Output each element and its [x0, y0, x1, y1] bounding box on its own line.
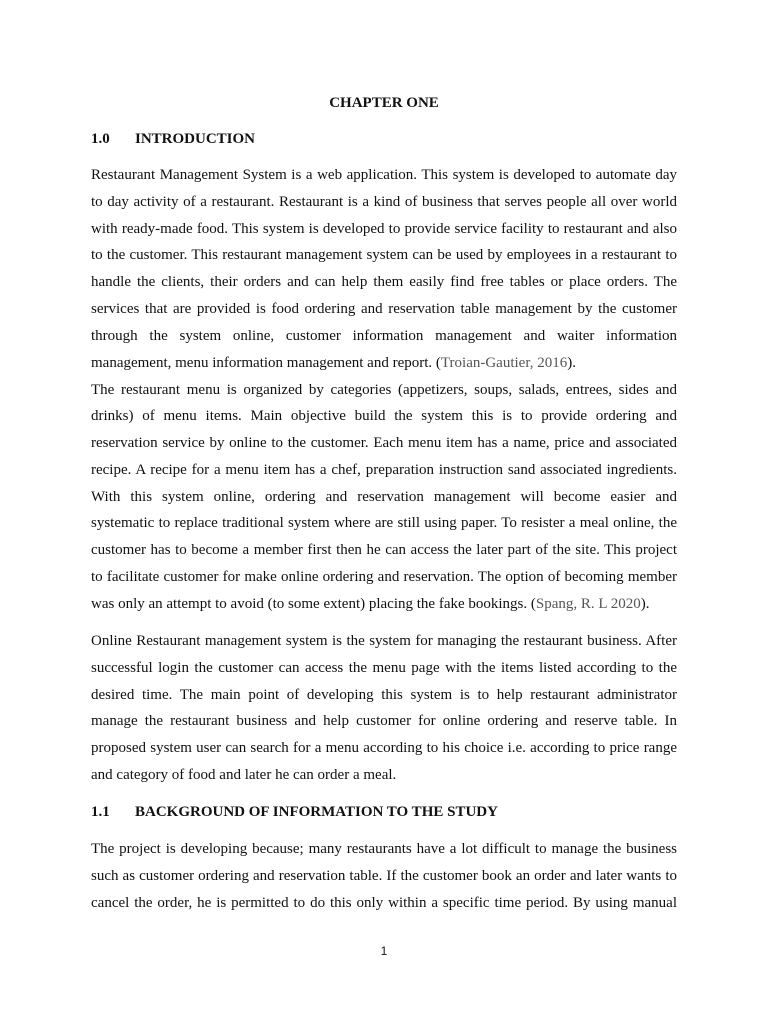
paragraph-line-with-citation	[91, 591, 677, 618]
paragraph-line: to the customer. This restaurant management system can be used by employees in a restaurant to	[91, 247, 677, 264]
section-number: 1.1	[91, 804, 110, 820]
paragraph-introduction-3	[91, 628, 677, 789]
section-title: INTRODUCTION	[135, 131, 256, 147]
paragraph-line: systematic to replace traditional system where are still using paper. To resister a meal online, the	[91, 515, 677, 532]
paragraph-line: drinks) of menu items. Main objective build the system this is to provide ordering and	[91, 408, 677, 425]
citation-close: ).	[567, 354, 576, 371]
paragraph-line: With this system online, ordering and reservation management will become easier and	[91, 488, 677, 505]
paragraph-line: reservation service by online to the customer. Each menu item has a name, price and associated	[91, 435, 677, 452]
citation: Spang, R. L 2020	[535, 595, 641, 612]
paragraph-line: The restaurant menu is organized by categories (appetizers, soups, salads, entrees, sides and	[91, 381, 677, 398]
page-number: 1	[380, 944, 388, 958]
section-title: BACKGROUND OF INFORMATION TO THE STUDY	[135, 804, 498, 820]
paragraph-introduction-1	[91, 162, 677, 376]
paragraph-line-with-citation	[91, 350, 677, 377]
paragraph-line: successful login the customer can access the menu page with the items listed according to the	[91, 659, 677, 676]
paragraph-line: Restaurant Management System is a web application. This system is developed to automate day	[91, 167, 677, 183]
paragraph-line: handle the clients, their orders and can help them easily find free tables or place orders. The	[91, 274, 677, 291]
paragraph-line: through the system online, customer information management and waiter information	[91, 327, 677, 344]
citation: Troian-Gautier, 2016	[440, 354, 568, 371]
section-number: 1.0	[91, 131, 110, 147]
paragraph-line: and category of food and later he can order a meal.	[91, 766, 397, 783]
paragraph-background-1	[91, 836, 677, 916]
paragraph-line: management, menu information management and report. (	[91, 354, 441, 371]
paragraph-line: customer has to become a member first then he can access the later part of the site. This project	[91, 542, 677, 559]
paragraph-line: The project is developing because; many restaurants have a lot difficult to manage the business	[91, 841, 677, 857]
paragraph-line: services that are provided is food ordering and reservation table management by the customer	[91, 300, 677, 317]
paragraph-line: proposed system user can search for a menu according to his choice i.e. according to price range	[91, 740, 677, 757]
citation-close: ).	[640, 595, 650, 612]
paragraph-line: to facilitate customer for make online ordering and reservation. The option of becoming member	[91, 569, 677, 586]
paragraph-line: manage the restaurant business and help customer for online ordering and reserve table. In	[91, 713, 677, 730]
paragraph-line: such as customer ordering and reservation table. If the customer book an order and later wants to	[91, 867, 677, 884]
chapter-title: CHAPTER ONE	[329, 95, 439, 111]
paragraph-line: recipe. A recipe for a menu item has a chef, preparation instruction sand associated ingredients.	[91, 461, 677, 478]
section-heading-background	[91, 802, 681, 822]
section-heading-introduction	[91, 129, 681, 149]
paragraph-line: with ready-made food. This system is developed to provide service facility to restaurant and also	[91, 220, 677, 237]
paragraph-line: was only an attempt to avoid (to some extent) placing the fake bookings. (	[91, 595, 536, 612]
paragraph-introduction-2	[91, 377, 677, 618]
paragraph-line: cancel the order, he is permitted to do this only within a specific time period. By using manual	[91, 894, 677, 911]
paragraph-line: Online Restaurant management system is the system for managing the restaurant business. After	[91, 633, 677, 649]
paragraph-line: desired time. The main point of developing this system is to help restaurant administrator	[91, 686, 677, 703]
paragraph-line: to day activity of a restaurant. Restaurant is a kind of business that serves people all over world	[91, 193, 677, 210]
